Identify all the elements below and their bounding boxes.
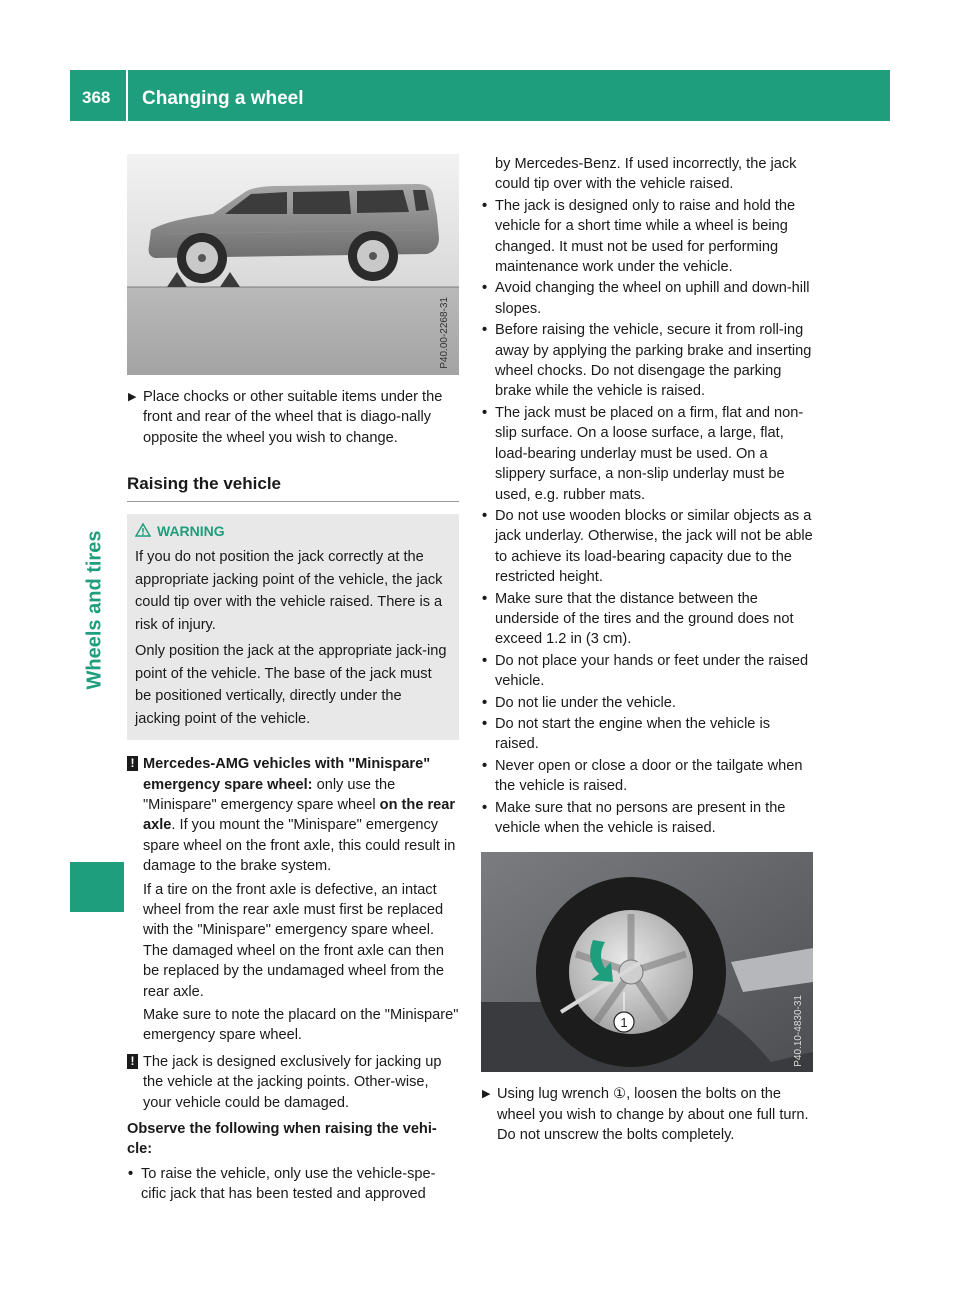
bullet-icon: • <box>482 280 488 297</box>
step-arrow-icon: ▶ <box>482 1088 491 1101</box>
warning-title <box>135 520 451 543</box>
lug-wrench-illustration <box>481 852 813 1072</box>
bullet-item <box>481 589 813 650</box>
bullet-icon: • <box>482 507 488 524</box>
bullet-item <box>481 651 813 692</box>
bullet-text: The jack is designed only to raise and hold the vehicle for a short time while a wheel is being changed. It must not be used for performing maintenance work under the vehicle. <box>495 197 796 276</box>
bullet-item <box>481 320 813 402</box>
observe-heading: Observe the following when raising the vehi-cle: <box>127 1121 437 1158</box>
note-text: The jack is designed exclusively for jacking up the vehicle at the jacking points. Other-wise, your vehicle could be damaged. <box>143 1053 442 1111</box>
bullet-text: Avoid changing the wheel on uphill and down-hill slopes. <box>495 280 810 317</box>
bullet-item <box>481 798 813 839</box>
step-text: Place chocks or other suitable items under the front and rear of the wheel that is diago-nally opposite the wheel you wish to change. <box>143 389 443 446</box>
step-arrow-icon: ▶ <box>128 391 137 403</box>
bullet-text: Make sure that the distance between the underside of the tires and the ground does not exceed 1.2 in (3 cm). <box>495 590 794 648</box>
wheel-figure <box>481 852 813 1072</box>
figure-code: P40.00-2268-31 <box>438 297 450 369</box>
bullet-item <box>127 1164 459 1205</box>
callout-number: 1 <box>620 1015 628 1031</box>
bullet-text: Do not start the engine when the vehicle is raised. <box>495 715 771 753</box>
warning-text-2: Only position the jack at the appropriate jack-ing point of the vehicle. The base of the jack must be positioned vertically, directly under the jacking point of the vehicle. <box>135 643 447 727</box>
bullet-text: Make sure that no persons are present in the vehicle when the vehicle is raised. <box>495 799 786 836</box>
bullet-text: The jack must be placed on a firm, flat and non-slip surface. On a loose surface, a large, flat, load-bearing underlay must be used. On a slippery surface, a non-slip underlay must be used, e.g. rubber mats. <box>495 404 804 503</box>
note-jack <box>127 1052 459 1113</box>
bullet-icon: • <box>482 799 488 816</box>
note-text: only use the "Minispare" emergency spare wheel <box>143 776 396 813</box>
bullet-icon: • <box>482 694 488 711</box>
side-tab-label: Wheels and tires <box>83 530 106 690</box>
bullet-icon: • <box>482 652 488 669</box>
note-emphasis: on the rear axle <box>143 796 456 834</box>
step-text: Using lug wrench ①, loosen the bolts on the wheel you wish to change by about one full turn. Do not unscrew the bolts completely. <box>497 1086 809 1144</box>
bullet-icon: • <box>482 197 488 214</box>
bullet-icon: • <box>482 404 488 421</box>
vehicle-side-figure <box>127 154 459 375</box>
step-loosen-bolts <box>481 1084 813 1145</box>
bullet-item <box>481 506 813 588</box>
bullet-icon: • <box>482 715 488 732</box>
side-tab-marker <box>70 862 124 912</box>
bullet-text: Never open or close a door or the tailgate when the vehicle is raised. <box>495 757 803 795</box>
bullet-icon: • <box>128 1165 134 1182</box>
note-minispare <box>127 754 459 1046</box>
figure-code: P40.10-4830-31 <box>792 994 804 1067</box>
header-divider <box>126 70 128 121</box>
note-text-1 <box>143 754 459 876</box>
page-number: 368 <box>82 88 111 107</box>
bullet-item <box>481 756 813 797</box>
bullet-text: Do not place your hands or feet under the raised vehicle. <box>495 652 809 690</box>
bullet-text: Do not use wooden blocks or similar objects as a jack underlay. Otherwise, the jack will not be able to achieve its load-bearing capacity due to the restricted height. <box>495 507 813 586</box>
note-text: . If you mount the "Minispare" emergency spare wheel on the front axle, this could result in damage to the brake system. <box>143 817 456 875</box>
warning-box <box>127 514 459 741</box>
suv-side-illustration <box>127 154 459 375</box>
bullet-icon: • <box>482 590 488 607</box>
note-text-2: If a tire on the front axle is defective, an intact wheel from the rear axle must first be replaced with the "Minispare" emergency spare wheel. The damaged wheel on the front axle can then be replaced by the undamaged wheel from the rear axle. <box>143 881 444 1000</box>
warning-label: WARNING <box>157 522 225 539</box>
bullet-text: To raise the vehicle, only use the vehicle-spe-cific jack that has been tested and approved <box>141 1165 436 1203</box>
right-column <box>481 154 813 1146</box>
note-lead: Mercedes-AMG vehicles with "Minispare" emergency spare wheel: <box>143 756 431 793</box>
bullet-text: Before raising the vehicle, secure it from roll-ing away by applying the parking brake and inserting wheel chocks. Do not disengage the parking brake while the vehicle is raised. <box>495 322 812 400</box>
left-column <box>127 154 459 1205</box>
note-text-3: Make sure to note the placard on the "Minispare" emergency spare wheel. <box>143 1007 459 1044</box>
exclamation-icon: ! <box>127 1054 138 1069</box>
side-tab <box>80 330 110 890</box>
bullet-list <box>481 196 813 839</box>
bullet-item <box>481 196 813 278</box>
exclamation-icon: ! <box>127 756 138 771</box>
section-title: Raising the vehicle <box>127 474 459 501</box>
bullet-item <box>481 693 813 713</box>
bullet-icon: • <box>482 322 488 339</box>
bullet-icon: • <box>482 757 488 774</box>
bullet-continuation: by Mercedes-Benz. If used incorrectly, the jack could tip over with the vehicle raised. <box>495 156 797 193</box>
bullet-item <box>481 403 813 505</box>
warning-triangle-icon <box>135 523 151 537</box>
step-place-chocks <box>127 387 459 448</box>
bullet-item <box>481 278 813 319</box>
page-title: Changing a wheel <box>142 88 304 109</box>
warning-text-1: If you do not position the jack correctly at the appropriate jacking point of the vehicle, the jack could tip over with the vehicle raised. There is a risk of injury. <box>135 549 443 633</box>
bullet-text: Do not lie under the vehicle. <box>495 694 676 711</box>
bullet-item <box>481 714 813 755</box>
page-header <box>70 70 890 121</box>
